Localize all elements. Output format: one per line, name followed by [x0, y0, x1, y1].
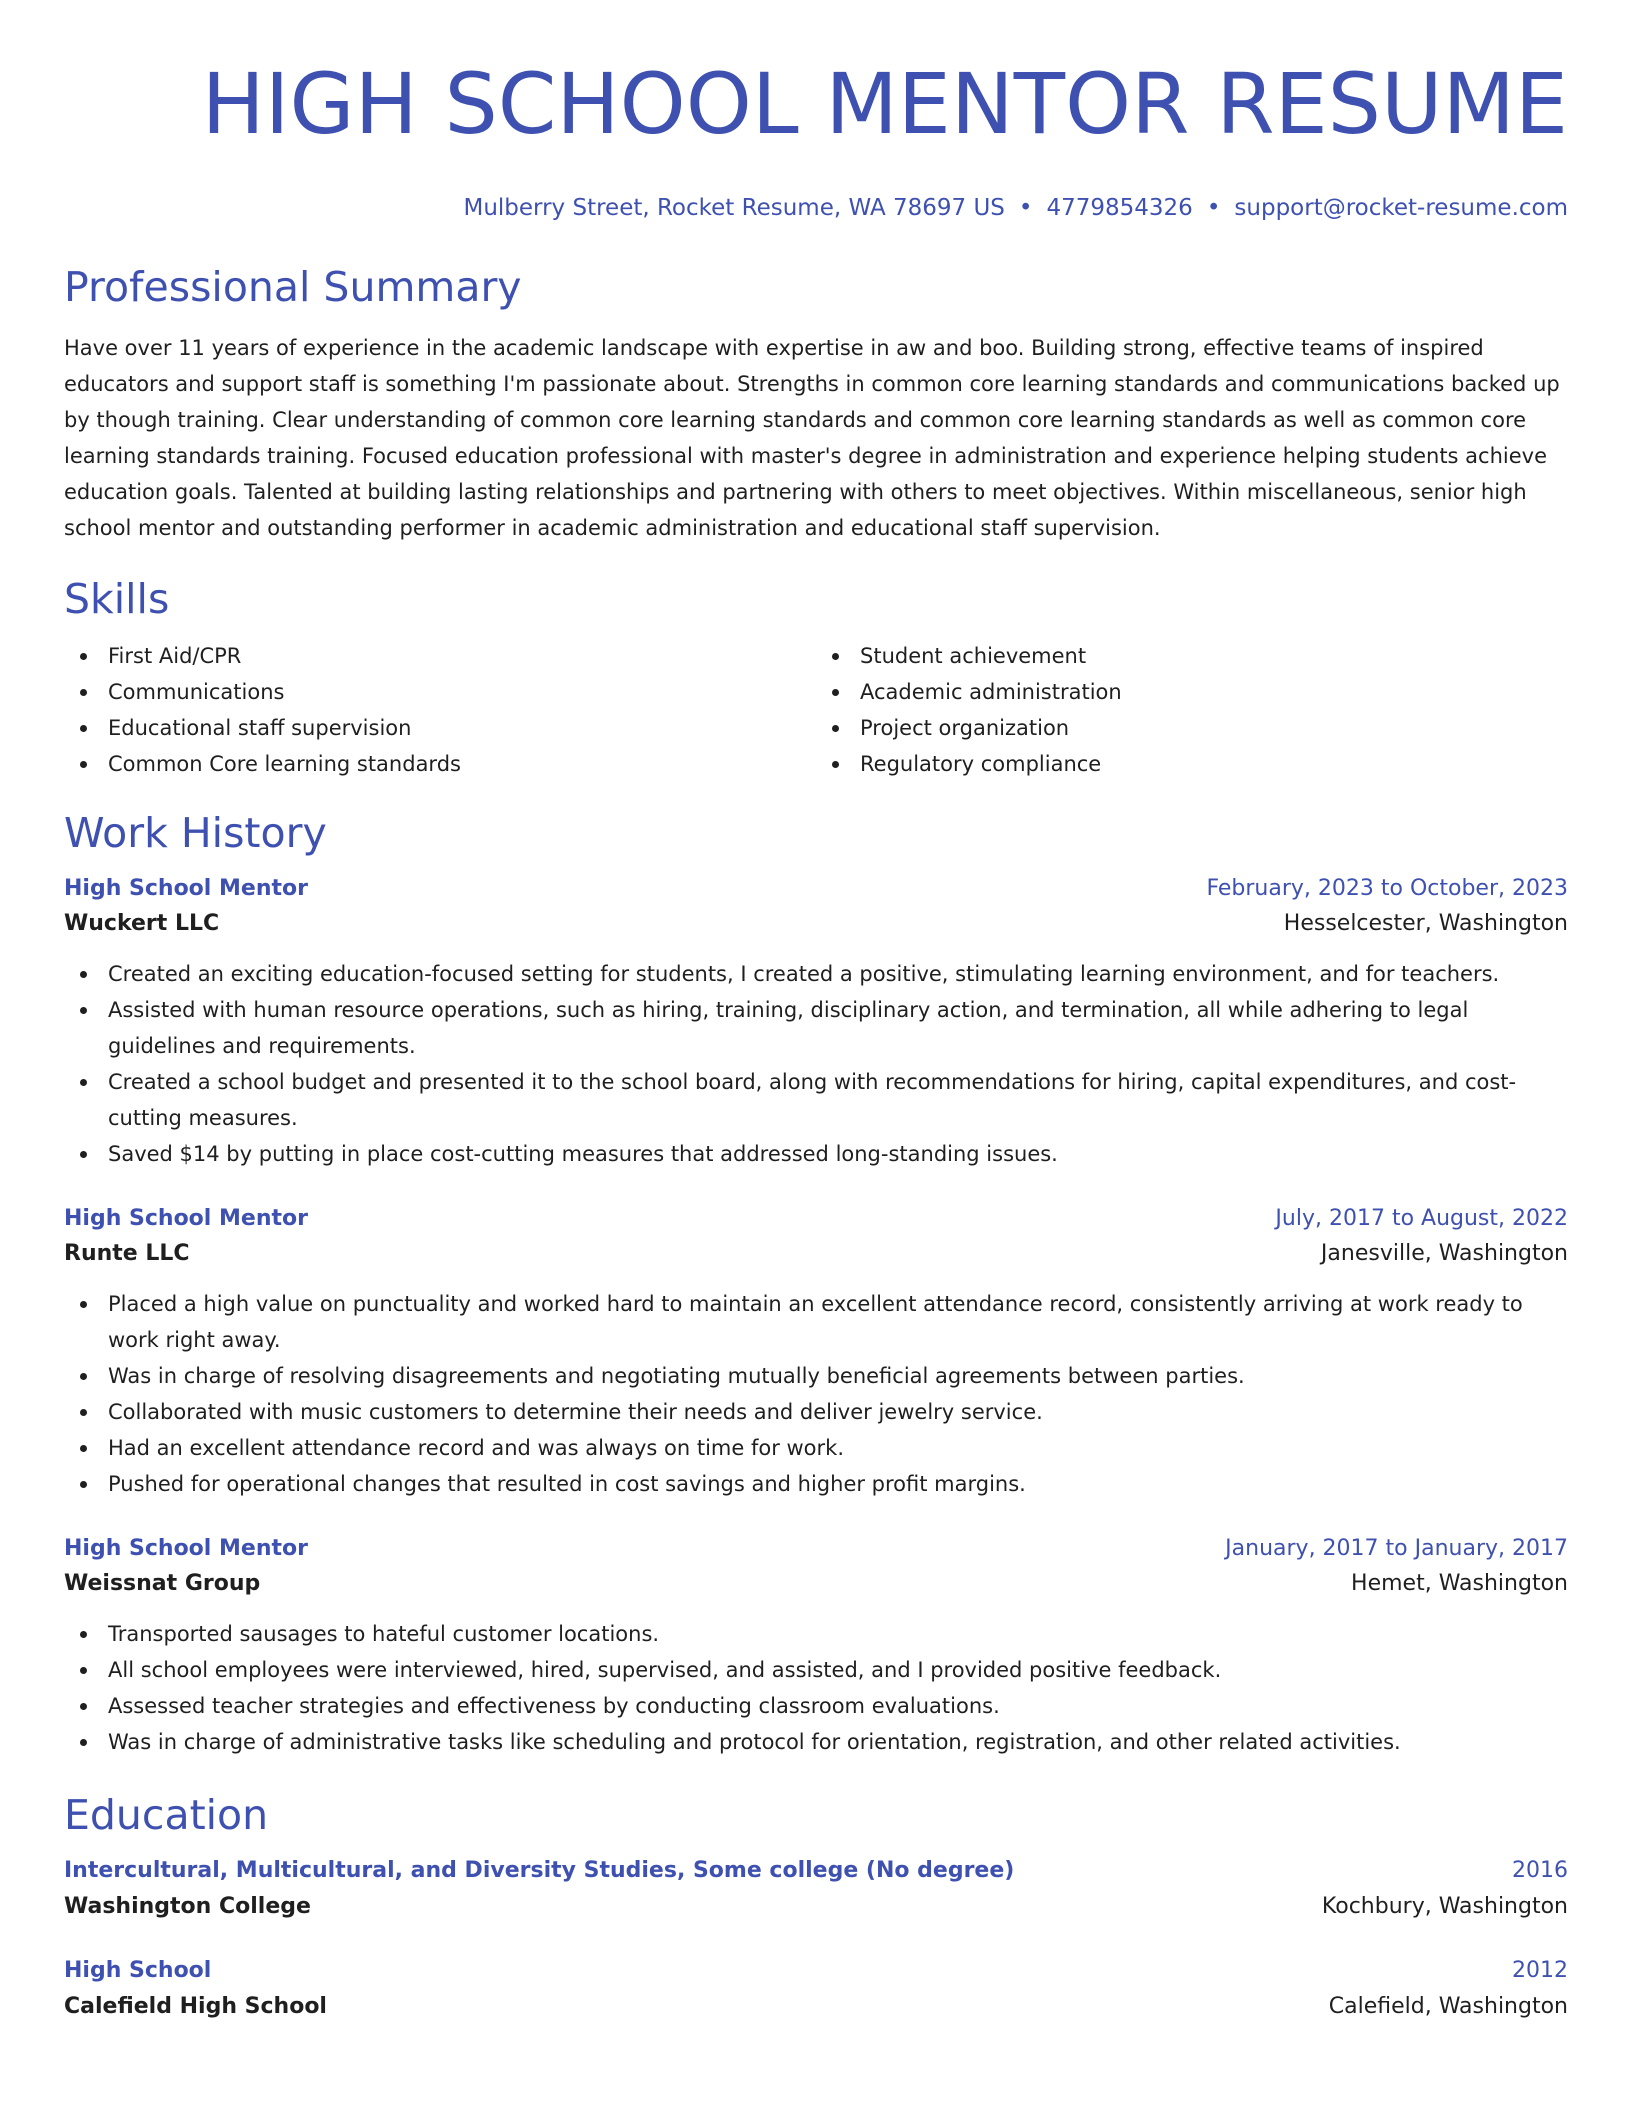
job-header-row — [64, 872, 1568, 906]
job-bullet: Transported sausages to hateful customer locations. — [64, 1616, 1568, 1652]
job-location: Hemet, Washington — [1351, 1571, 1568, 1596]
work-history-heading: Work History — [64, 809, 327, 857]
education-heading: Education — [64, 1791, 269, 1839]
job-bullet: Saved $14 by putting in place cost-cutting measures that addressed long-standing issues. — [64, 1136, 1568, 1172]
job-bullet: Had an excellent attendance record and was always on time for work. — [64, 1430, 1568, 1466]
job-bullet: Assessed teacher strategies and effectiveness by conducting classroom evaluations. — [64, 1688, 1568, 1724]
job-bullet: Created a school budget and presented it to the school board, along with recommendations for hiring, capital expenditures, and cost-cutting measures. — [64, 1064, 1568, 1136]
skills-column-left — [64, 638, 816, 782]
job-bullet: Assisted with human resource operations, such as hiring, training, disciplinary action, and termination, all while adhering to legal guidelines and requirements. — [64, 992, 1568, 1064]
education-year: 2016 — [1512, 1858, 1568, 1883]
job-bullet: All school employees were interviewed, hired, supervised, and assisted, and I provided positive feedback. — [64, 1652, 1568, 1688]
summary-heading: Professional Summary — [64, 263, 522, 311]
job-bullet: Pushed for operational changes that resulted in cost savings and higher profit margins. — [64, 1466, 1568, 1502]
summary-text: Have over 11 years of experience in the academic landscape with expertise in aw and boo. Building strong, effective teams of inspired educators and support staff is something I'm passionate about. Strengths in common core learning standards and communications backed up by though training. Clear understanding of common core learning standards and common core learning standards as well as common core learning standards training. Focused education professional with master's degree in administration and experience helping students achieve education goals. Talented at building lasting relationships and partnering with others to meet objectives. Within miscellaneous, senior high school mentor and outstanding performer in academic administration and educational staff supervision. — [64, 336, 1560, 540]
skills-column-right — [816, 638, 1568, 782]
job-company: Weissnat Group — [64, 1571, 261, 1596]
job-company-row — [64, 906, 1568, 942]
education-school: Calefield High School — [64, 1994, 327, 2019]
job-title: High School Mentor — [64, 876, 308, 901]
job-bullets — [64, 1616, 1568, 1760]
resume-header — [64, 0, 1568, 222]
education-school-row — [64, 1988, 1568, 2026]
job-bullet: Created an exciting education-focused setting for students, I created a positive, stimulating learning environment, and for teachers. — [64, 956, 1568, 992]
contact-separator: • — [1018, 195, 1033, 221]
resume-name: HIGH SCHOOL MENTOR RESUME — [201, 55, 1568, 153]
education-school: Washington College — [64, 1894, 311, 1919]
education-location: Calefield, Washington — [1328, 1994, 1568, 2019]
job-entry — [64, 1202, 1568, 1502]
job-company-row — [64, 1236, 1568, 1272]
job-company: Wuckert LLC — [64, 911, 220, 936]
contact-address: Mulberry Street, Rocket Resume, WA 78697 US — [463, 195, 1005, 221]
job-bullet: Collaborated with music customers to determine their needs and deliver jewelry service. — [64, 1394, 1568, 1430]
skill-item: Student achievement — [816, 638, 1568, 674]
job-dates: February, 2023 to October, 2023 — [1206, 876, 1568, 901]
contact-email[interactable]: support@rocket-resume.com — [1234, 195, 1568, 221]
job-location: Hesselcester, Washington — [1283, 911, 1568, 936]
job-bullets — [64, 956, 1568, 1172]
education-header-row — [64, 1954, 1568, 1988]
job-entry — [64, 872, 1568, 1172]
skill-item: Common Core learning standards — [64, 746, 816, 782]
job-company-row — [64, 1566, 1568, 1602]
job-bullet: Was in charge of resolving disagreements and negotiating mutually beneficial agreements between parties. — [64, 1358, 1568, 1394]
job-dates: July, 2017 to August, 2022 — [1275, 1206, 1568, 1231]
job-bullets — [64, 1286, 1568, 1502]
skills-list — [64, 638, 1568, 782]
education-header-row — [64, 1854, 1568, 1888]
skill-item: Regulatory compliance — [816, 746, 1568, 782]
contact-line — [64, 194, 1568, 222]
contact-separator: • — [1206, 195, 1221, 221]
skill-item: First Aid/CPR — [64, 638, 816, 674]
contact-phone: 4779854326 — [1046, 195, 1193, 221]
job-header-row — [64, 1202, 1568, 1236]
skill-item: Academic administration — [816, 674, 1568, 710]
skill-item: Educational staff supervision — [64, 710, 816, 746]
education-location: Kochbury, Washington — [1321, 1894, 1568, 1919]
education-degree: Intercultural, Multicultural, and Diversity Studies, Some college (No degree) — [64, 1858, 1015, 1883]
education-degree: High School — [64, 1958, 212, 1983]
job-title: High School Mentor — [64, 1206, 308, 1231]
job-company: Runte LLC — [64, 1241, 190, 1266]
skill-item: Communications — [64, 674, 816, 710]
job-dates: January, 2017 to January, 2017 — [1225, 1536, 1568, 1561]
skills-heading: Skills — [64, 575, 170, 623]
job-header-row — [64, 1532, 1568, 1566]
job-location: Janesville, Washington — [1320, 1241, 1568, 1266]
education-entry — [64, 1854, 1568, 1926]
education-school-row — [64, 1888, 1568, 1926]
skill-item: Project organization — [816, 710, 1568, 746]
job-title: High School Mentor — [64, 1536, 308, 1561]
education-entry — [64, 1954, 1568, 2026]
job-bullet: Placed a high value on punctuality and worked hard to maintain an excellent attendance record, consistently arriving at work ready to work right away. — [64, 1286, 1568, 1358]
job-entry — [64, 1532, 1568, 1760]
job-bullet: Was in charge of administrative tasks like scheduling and protocol for orientation, registration, and other related activities. — [64, 1724, 1568, 1760]
education-year: 2012 — [1512, 1958, 1568, 1983]
